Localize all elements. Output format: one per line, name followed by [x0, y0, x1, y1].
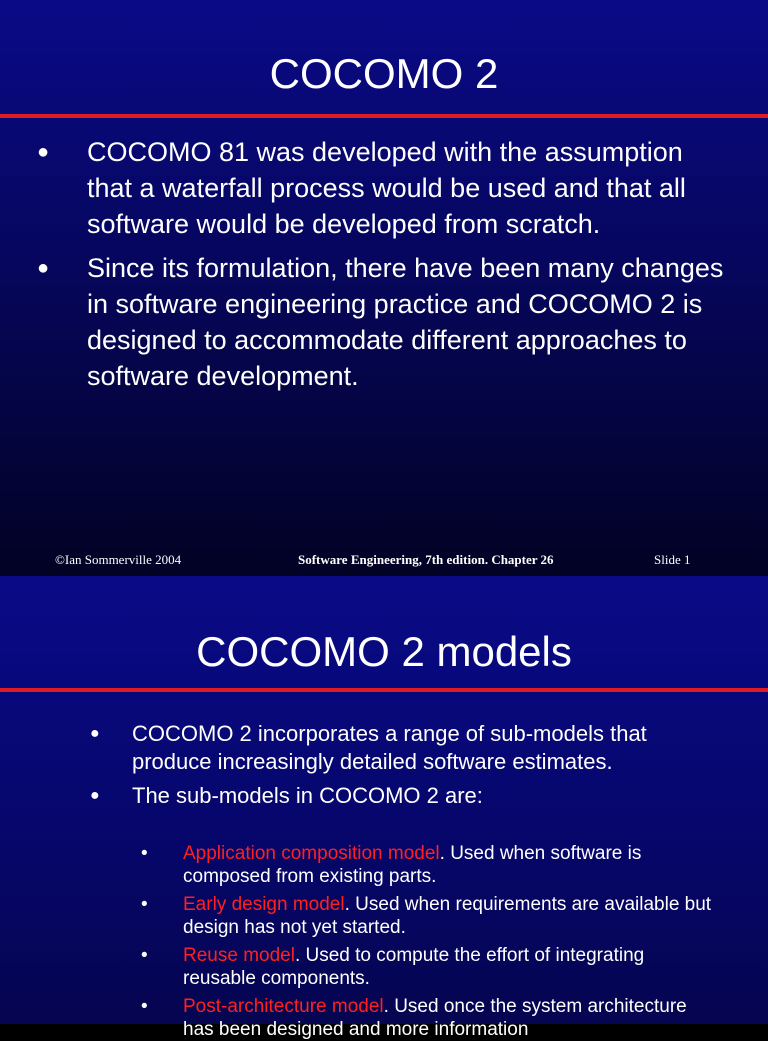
title-divider: [0, 114, 768, 118]
submodel-item: [141, 893, 713, 939]
bullet-item: [37, 134, 727, 242]
submodel-name: Reuse model: [183, 945, 295, 966]
submodel-list: [141, 842, 713, 1041]
bullet-dot-icon: ●: [90, 787, 100, 804]
bullet-dot-icon: ●: [37, 141, 50, 163]
submodel-description: . Used to compute the effort of integrating reusable components.: [183, 945, 645, 989]
submodel-item: [141, 995, 713, 1041]
submodel-name: Application composition model: [183, 843, 440, 864]
submodel-description: . Used when software is composed from existing parts.: [183, 843, 642, 887]
submodel-name: Early design model: [183, 894, 345, 915]
submodel-item: [141, 944, 713, 990]
title-divider: [0, 688, 768, 692]
bullet-item: [37, 250, 727, 394]
bullet-dot-icon: •: [141, 843, 148, 864]
bullet-dot-icon: •: [141, 996, 148, 1017]
bullet-text: Since its formulation, there have been many changes in software engineering practice and COCOMO 2 is designed to accommodate different approaches to software development.: [87, 253, 724, 391]
footer-book-title: Software Engineering, 7th edition. Chapter 26: [298, 552, 554, 567]
submodel-name: Post-architecture model: [183, 996, 384, 1017]
bullet-dot-icon: ●: [37, 257, 50, 279]
footer-slide-number: Slide 1: [654, 552, 691, 567]
submodel-item: [141, 842, 713, 888]
slide-2: [0, 576, 768, 1040]
submodel-description: . Used when requirements are available but design has not yet started.: [183, 894, 712, 938]
bullet-dot-icon: •: [141, 945, 148, 966]
bullet-list: [37, 134, 727, 394]
bullet-text: The sub-models in COCOMO 2 are:: [132, 783, 483, 808]
bullet-text: COCOMO 81 was developed with the assumption that a waterfall process would be used and that all software would be developed from scratch.: [87, 137, 686, 239]
footer-copyright: ©Ian Sommerville 2004: [55, 552, 182, 567]
bullet-item: [90, 782, 712, 810]
bullet-dot-icon: ●: [90, 725, 100, 742]
bullet-item: [90, 720, 712, 776]
bullet-list: [90, 720, 712, 810]
slide-title: COCOMO 2 models: [196, 628, 572, 675]
slide-title: COCOMO 2: [269, 50, 499, 97]
bullet-dot-icon: •: [141, 894, 148, 915]
bullet-text: COCOMO 2 incorporates a range of sub-models that produce increasingly detailed software estimates.: [132, 721, 647, 774]
submodel-description: . Used once the system architecture has been designed and more information: [183, 996, 687, 1040]
